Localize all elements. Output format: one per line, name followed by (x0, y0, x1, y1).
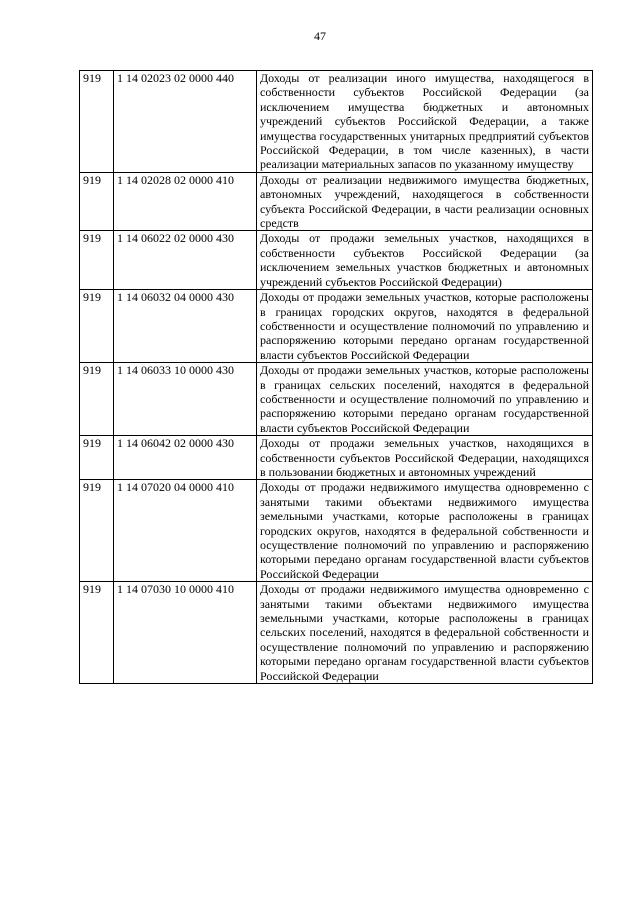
table-row (80, 436, 593, 480)
table-row (80, 480, 593, 582)
admin-code-cell: 919 (80, 480, 114, 582)
revenue-code-cell: 1 14 07030 10 0000 410 (114, 582, 257, 684)
revenue-name-cell: Доходы от продажи земельных участков, находящихся в собственности субъектов Российской Федерации, находящихся в пользовании бюджетных и автономных учреждений (257, 436, 593, 480)
admin-code-cell: 919 (80, 582, 114, 684)
revenue-name-cell: Доходы от продажи недвижимого имущества одновременно с занятыми такими объектами недвижимого имущества земельными участками, которые расположены в границах сельских поселений, находятся в федеральной собственности и осуществление полномочий по управлению и распоряжению которыми передано органам государственной власти субъектов Российской Федерации (257, 582, 593, 684)
admin-code-cell: 919 (80, 290, 114, 363)
table-row (80, 290, 593, 363)
page-number: 47 (314, 29, 326, 43)
revenue-name-cell: Доходы от продажи земельных участков, которые расположены в границах городских округов, находятся в федеральной собственности и осуществление полномочий по управлению и распоряжению которыми передано органам государственной власти субъектов Российской Федерации (257, 290, 593, 363)
table-row (80, 71, 593, 173)
revenue-name-cell: Доходы от реализации иного имущества, находящегося в собственности субъектов Российской Федерации (за исключением имущества бюджетных и автономных учреждений субъектов Российской Федерации, а также имущества государственных унитарных предприятий субъектов Российской Федерации, в том числе казенных), в части реализации материальных запасов по указанному имуществу (257, 71, 593, 173)
revenue-name-cell: Доходы от реализации недвижимого имущества бюджетных, автономных учреждений, находящегося в собственности субъекта Российской Федерации, в части реализации основных средств (257, 172, 593, 231)
revenue-code-cell: 1 14 06022 02 0000 430 (114, 231, 257, 290)
revenue-codes-table (79, 70, 593, 684)
table-row (80, 231, 593, 290)
revenue-name-cell: Доходы от продажи земельных участков, которые расположены в границах сельских поселений, находятся в федеральной собственности и осуществление полномочий по управлению и распоряжению которыми передано органам государственной власти субъектов Российской Федерации (257, 363, 593, 436)
admin-code-cell: 919 (80, 363, 114, 436)
table-row (80, 363, 593, 436)
admin-code-cell: 919 (80, 231, 114, 290)
admin-code-cell: 919 (80, 172, 114, 231)
revenue-code-cell: 1 14 06032 04 0000 430 (114, 290, 257, 363)
revenue-code-cell: 1 14 06033 10 0000 430 (114, 363, 257, 436)
revenue-code-cell: 1 14 02028 02 0000 410 (114, 172, 257, 231)
admin-code-cell: 919 (80, 436, 114, 480)
revenue-code-cell: 1 14 02023 02 0000 440 (114, 71, 257, 173)
admin-code-cell: 919 (80, 71, 114, 173)
revenue-code-cell: 1 14 06042 02 0000 430 (114, 436, 257, 480)
table-row (80, 172, 593, 231)
revenue-name-cell: Доходы от продажи земельных участков, находящихся в собственности субъектов Российской Федерации (за исключением земельных участков бюджетных и автономных учреждений субъектов Российской Федерации) (257, 231, 593, 290)
table-row (80, 582, 593, 684)
revenue-code-cell: 1 14 07020 04 0000 410 (114, 480, 257, 582)
revenue-name-cell: Доходы от продажи недвижимого имущества одновременно с занятыми такими объектами недвижимого имущества земельными участками, которые расположены в границах городских округов, находятся в федеральной собственности и осуществление полномочий по управлению и распоряжению которыми передано органам государственной власти субъектов Российской Федерации (257, 480, 593, 582)
